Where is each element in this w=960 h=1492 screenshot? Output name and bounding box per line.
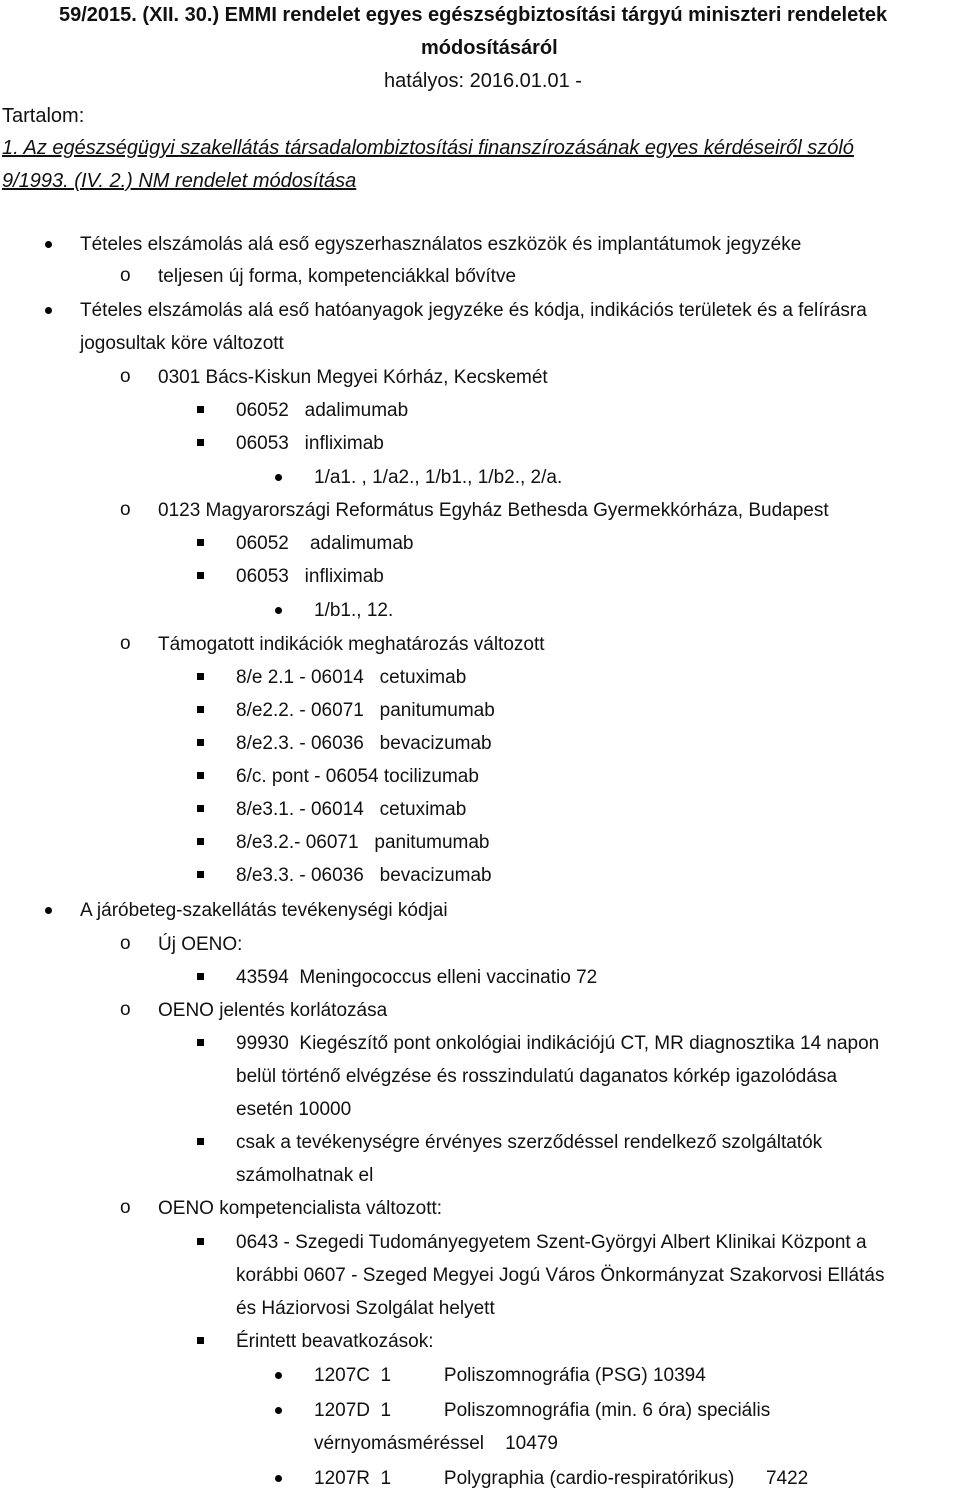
circle-bullet-icon: o [120, 999, 131, 1020]
list-item: 8/e2.2. - 06071 panitumumab [236, 700, 495, 721]
square-bullet-icon [197, 871, 204, 878]
circle-bullet-icon: o [120, 366, 131, 387]
square-bullet-icon [197, 1138, 204, 1145]
square-bullet-icon [197, 439, 204, 446]
list-item: Új OENO: [158, 934, 243, 955]
list-item: Tételes elszámolás alá eső hatóanyagok jegyzéke és kódja, indikációs területek és a felírásra [80, 300, 867, 321]
list-item: 06053 infliximab [236, 566, 384, 587]
list-item: 1207D 1 Poliszomnográfia (min. 6 óra) speciális [314, 1400, 771, 1421]
toc-label: Tartalom: [2, 105, 85, 127]
effective-date: hatályos: 2016.01.01 - [384, 70, 582, 92]
square-bullet-icon [197, 805, 204, 812]
square-bullet-icon [197, 1238, 204, 1245]
list-item: 8/e 2.1 - 06014 cetuximab [236, 667, 467, 688]
bullet-dot-icon [45, 241, 52, 248]
square-bullet-icon [197, 406, 204, 413]
bullet-dot-icon [275, 607, 282, 614]
list-item: csak a tevékenységre érvényes szerződéssel rendelkező szolgáltatók [236, 1132, 823, 1153]
square-bullet-icon [197, 772, 204, 779]
list-item: 8/e2.3. - 06036 bevacizumab [236, 733, 492, 754]
bullet-dot-icon [275, 1475, 282, 1482]
list-item-continued: és Háziorvosi Szolgálat helyett [236, 1298, 495, 1319]
list-item-continued: számolhatnak el [236, 1165, 374, 1186]
circle-bullet-icon: o [120, 1197, 131, 1218]
toc-link-1-line2[interactable]: 9/1993. (IV. 2.) NM rendelet módosítása [2, 170, 357, 192]
bullet-dot-icon [45, 907, 52, 914]
list-item: 06052 adalimumab [236, 533, 414, 554]
list-item: 43594 Meningococcus elleni vaccinatio 72 [236, 967, 598, 988]
bullet-dot-icon [275, 474, 282, 481]
list-item: 0123 Magyarországi Református Egyház Bethesda Gyermekkórháza, Budapest [158, 500, 829, 521]
circle-bullet-icon: o [120, 933, 131, 954]
document-title-line2: módosításáról [421, 37, 558, 59]
list-item: 1207C 1 Poliszomnográfia (PSG) 10394 [314, 1365, 706, 1386]
square-bullet-icon [197, 739, 204, 746]
list-item: 1/b1., 12. [314, 600, 394, 621]
circle-bullet-icon: o [120, 265, 131, 286]
list-item: 0301 Bács-Kiskun Megyei Kórház, Kecskemét [158, 367, 548, 388]
square-bullet-icon [197, 973, 204, 980]
list-item-continued: esetén 10000 [236, 1099, 352, 1120]
list-item: Érintett beavatkozások: [236, 1331, 434, 1352]
list-item: 8/e3.2.- 06071 panitumumab [236, 832, 490, 853]
list-item: 1207R 1 Polygraphia (cardio-respiratórikus) 7422 [314, 1468, 809, 1489]
list-item: 99930 Kiegészítő pont onkológiai indikációjú CT, MR diagnosztika 14 napon [236, 1033, 880, 1054]
list-item: OENO jelentés korlátozása [158, 1000, 388, 1021]
list-item: 06052 adalimumab [236, 400, 409, 421]
list-item: Támogatott indikációk meghatározás változott [158, 634, 545, 655]
list-item: 06053 infliximab [236, 433, 384, 454]
list-item: OENO kompetencialista változott: [158, 1198, 443, 1219]
list-item-continued: korábbi 0607 - Szeged Megyei Jogú Város Önkormányzat Szakorvosi Ellátás [236, 1265, 885, 1286]
list-item: 8/e3.3. - 06036 bevacizumab [236, 865, 492, 886]
list-item-continued: vérnyomásméréssel 10479 [314, 1433, 558, 1454]
list-item-continued: belül történő elvégzése és rosszindulatú daganatos kórkép igazolódása [236, 1066, 838, 1087]
list-item: 6/c. pont - 06054 tocilizumab [236, 766, 479, 787]
square-bullet-icon [197, 706, 204, 713]
document-title-line1: 59/2015. (XII. 30.) EMMI rendelet egyes egészségbiztosítási tárgyú miniszteri rendeletek [59, 4, 888, 26]
bullet-dot-icon [45, 307, 52, 314]
circle-bullet-icon: o [120, 633, 131, 654]
list-item: teljesen új forma, kompetenciákkal bővítve [158, 266, 517, 287]
square-bullet-icon [197, 673, 204, 680]
square-bullet-icon [197, 1337, 204, 1344]
circle-bullet-icon: o [120, 499, 131, 520]
toc-link-1-line1[interactable]: 1. Az egészségügyi szakellátás társadalombiztosítási finanszírozásának egyes kérdéseiről szóló [2, 137, 854, 159]
square-bullet-icon [197, 539, 204, 546]
list-item: 1/a1. , 1/a2., 1/b1., 1/b2., 2/a. [314, 467, 563, 488]
list-item: 0643 - Szegedi Tudományegyetem Szent-Györgyi Albert Klinikai Központ a [236, 1232, 867, 1253]
list-item: Tételes elszámolás alá eső egyszerhasználatos eszközök és implantátumok jegyzéke [80, 234, 802, 255]
square-bullet-icon [197, 838, 204, 845]
list-item-continued: jogosultak köre változott [80, 333, 284, 354]
list-item: A járóbeteg-szakellátás tevékenységi kódjai [80, 900, 448, 921]
square-bullet-icon [197, 1039, 204, 1046]
bullet-dot-icon [275, 1407, 282, 1414]
bullet-dot-icon [275, 1372, 282, 1379]
list-item: 8/e3.1. - 06014 cetuximab [236, 799, 467, 820]
square-bullet-icon [197, 572, 204, 579]
